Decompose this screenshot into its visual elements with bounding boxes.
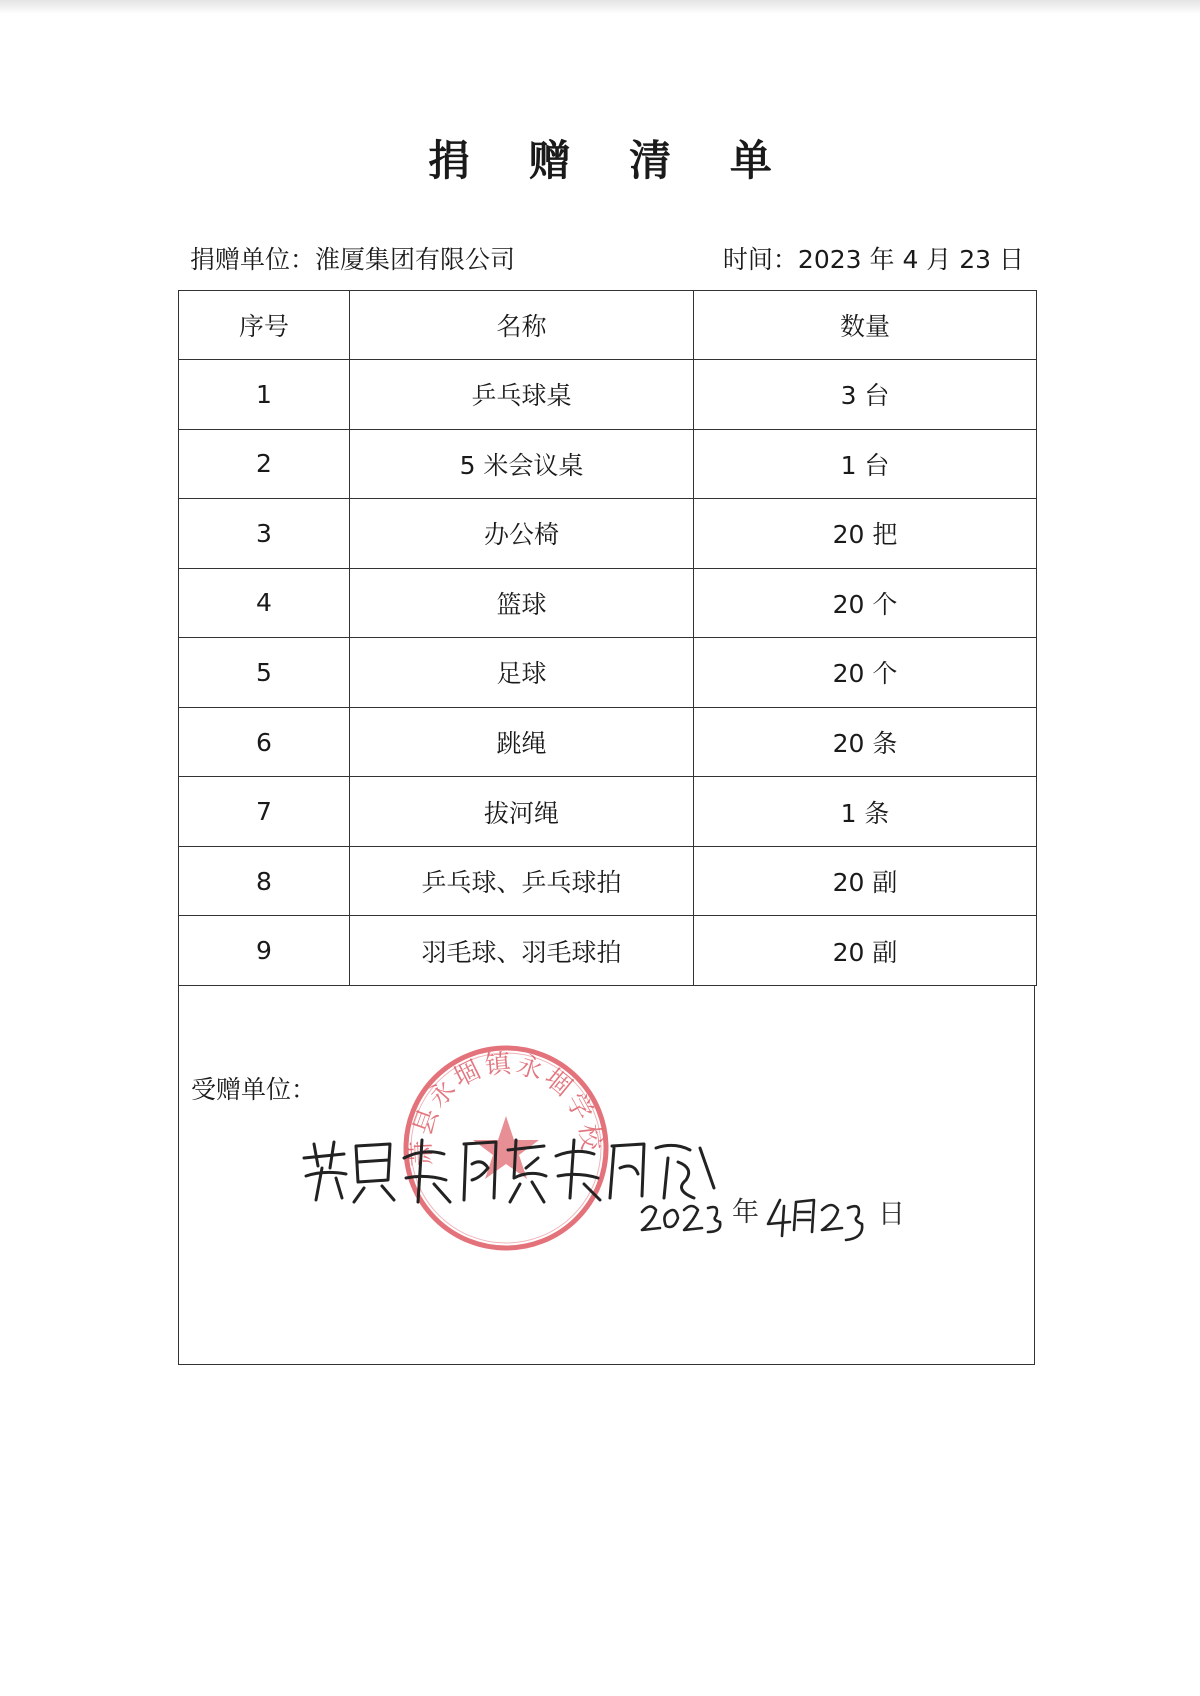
cell-no: 2 — [179, 429, 350, 499]
table-row — [179, 360, 1037, 430]
recipient-label: 受赠单位： — [191, 1075, 317, 1104]
table-row — [179, 707, 1037, 777]
cell-qty: 20 个 — [694, 568, 1037, 638]
cell-name: 跳绳 — [350, 707, 694, 777]
cell-no: 6 — [179, 707, 350, 777]
date-year-unit: 年 — [732, 1197, 759, 1228]
cell-no: 5 — [179, 638, 350, 708]
page-title: 捐 赠 清 单 — [428, 136, 794, 185]
table-header-row — [179, 291, 1037, 360]
cell-qty: 20 把 — [694, 499, 1037, 569]
table-row — [179, 429, 1037, 499]
table-row — [179, 916, 1037, 986]
header-name: 名称 — [350, 291, 694, 360]
cell-name: 办公椅 — [350, 499, 694, 569]
cell-no: 4 — [179, 568, 350, 638]
cell-name: 拔河绳 — [350, 777, 694, 847]
cell-no: 3 — [179, 499, 350, 569]
cell-qty: 20 个 — [694, 638, 1037, 708]
donation-table — [178, 290, 1037, 986]
cell-name: 篮球 — [350, 568, 694, 638]
cell-qty: 20 副 — [694, 846, 1037, 916]
table-row — [179, 638, 1037, 708]
cell-no: 9 — [179, 916, 350, 986]
cell-qty: 20 副 — [694, 916, 1037, 986]
cell-name: 足球 — [350, 638, 694, 708]
table-row — [179, 499, 1037, 569]
donor-label: 捐赠单位：淮厦集团有限公司 — [190, 245, 516, 274]
cell-qty: 3 台 — [694, 360, 1037, 430]
table-row — [179, 846, 1037, 916]
header-qty: 数量 — [694, 291, 1037, 360]
scan-edge — [0, 0, 1200, 14]
header-no: 序号 — [179, 291, 350, 360]
date-label: 时间：2023 年 4 月 23 日 — [722, 245, 1024, 274]
date-day-unit: 日 — [878, 1199, 905, 1230]
seal-text: 萧县永堌镇永堌学校 — [406, 1048, 607, 1168]
table-row — [179, 568, 1037, 638]
cell-qty: 20 条 — [694, 707, 1037, 777]
cell-name: 乒乓球桌 — [350, 360, 694, 430]
cell-name: 5 米会议桌 — [350, 429, 694, 499]
cell-qty: 1 条 — [694, 777, 1037, 847]
cell-no: 7 — [179, 777, 350, 847]
cell-no: 8 — [179, 846, 350, 916]
signature-date — [640, 1186, 940, 1246]
cell-name: 羽毛球、羽毛球拍 — [350, 916, 694, 986]
cell-name: 乒乓球、乒乓球拍 — [350, 846, 694, 916]
table-row — [179, 777, 1037, 847]
cell-qty: 1 台 — [694, 429, 1037, 499]
cell-no: 1 — [179, 360, 350, 430]
